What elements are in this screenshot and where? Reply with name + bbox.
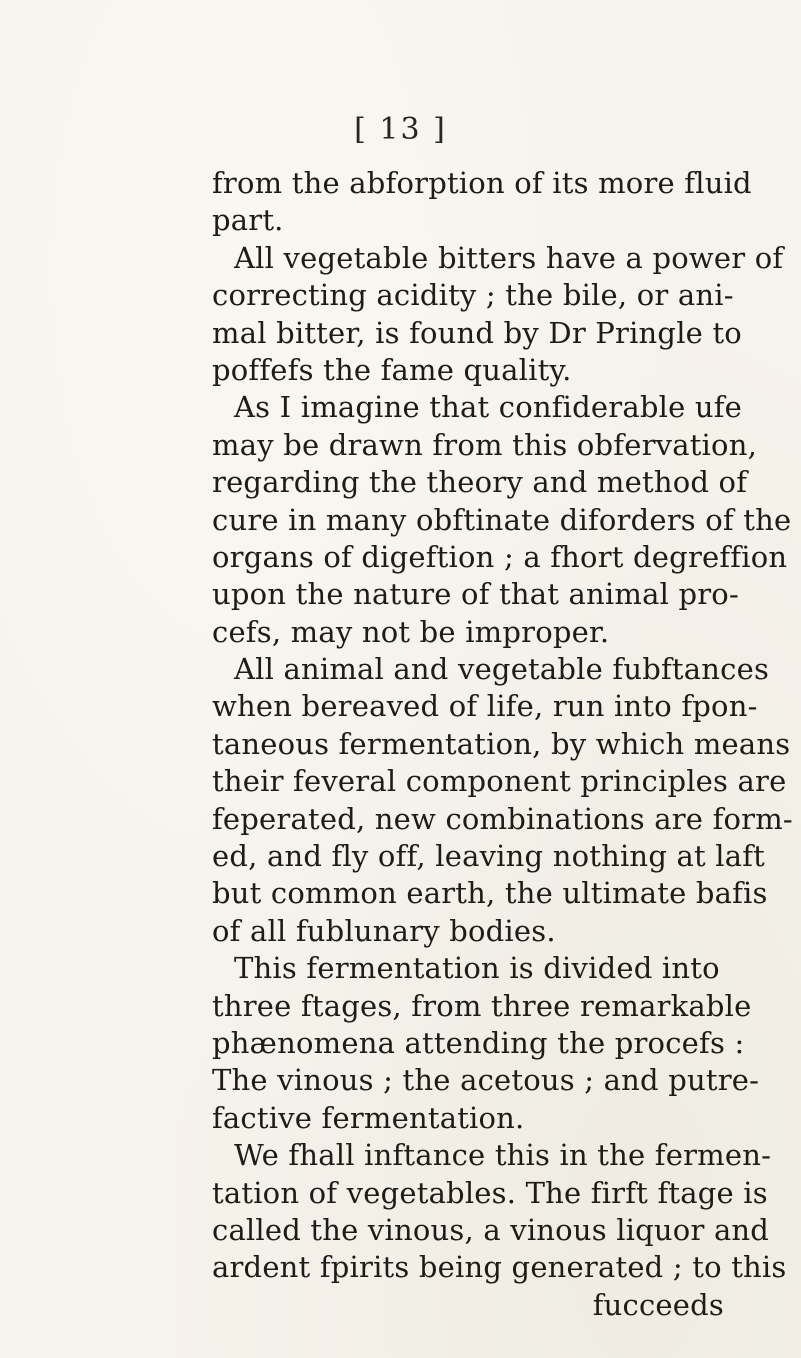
text-line: cefs, may not be improper. [212,614,610,649]
text-line: factive fermentation. [212,1100,525,1135]
text-line: three ftages, from three remarkable [212,988,752,1023]
text-line: may be drawn from this obfervation, [212,427,757,462]
page-number-header: [ 13 ] [354,112,447,147]
text-line: All vegetable bitters have a power of [234,240,784,275]
text-line: their feveral component principles are [212,764,787,799]
text-line: As I imagine that confiderable ufe [234,390,743,425]
text-line: part. [212,203,284,238]
text-line: but common earth, the ultimate bafis [212,876,768,911]
text-line: mal bitter, is found by Dr Pringle to [212,315,742,350]
text-line: poffefs the fame quality. [212,352,572,387]
text-line: phænomena attending the procefs : [212,1025,745,1060]
text-line: when bereaved of life, run into fpon- [212,689,758,724]
text-line: taneous fermentation, by which means [212,726,791,761]
text-line: ardent fpirits being generated ; to this [212,1250,787,1285]
text-line: All animal and vegetable fubftances [234,652,770,687]
text-line: We fhall inftance this in the fermen- [234,1138,772,1173]
text-line: tation of vegetables. The firft ftage is [212,1175,768,1210]
catchword: fucceeds [592,1287,724,1322]
text-line: called the vinous, a vinous liquor and [212,1212,770,1247]
text-line: regarding the theory and method of [212,465,748,500]
text-line: of all fublunary bodies. [212,913,556,948]
text-line: cure in many obftinate diforders of the [212,502,792,537]
text-line: feperated, new combinations are form- [212,801,793,836]
text-line: The vinous ; the acetous ; and putre- [212,1063,760,1098]
body-text [212,165,793,1324]
text-line: correcting acidity ; the bile, or ani- [212,278,734,313]
text-line: from the abforption of its more fluid [212,166,752,200]
text-line: organs of digeftion ; a fhort degreffion [212,539,788,574]
text-line: upon the nature of that animal pro- [212,577,739,612]
text-line: ed, and fly off, leaving nothing at laft [212,839,766,874]
text-line: This fermentation is divided into [234,951,720,986]
